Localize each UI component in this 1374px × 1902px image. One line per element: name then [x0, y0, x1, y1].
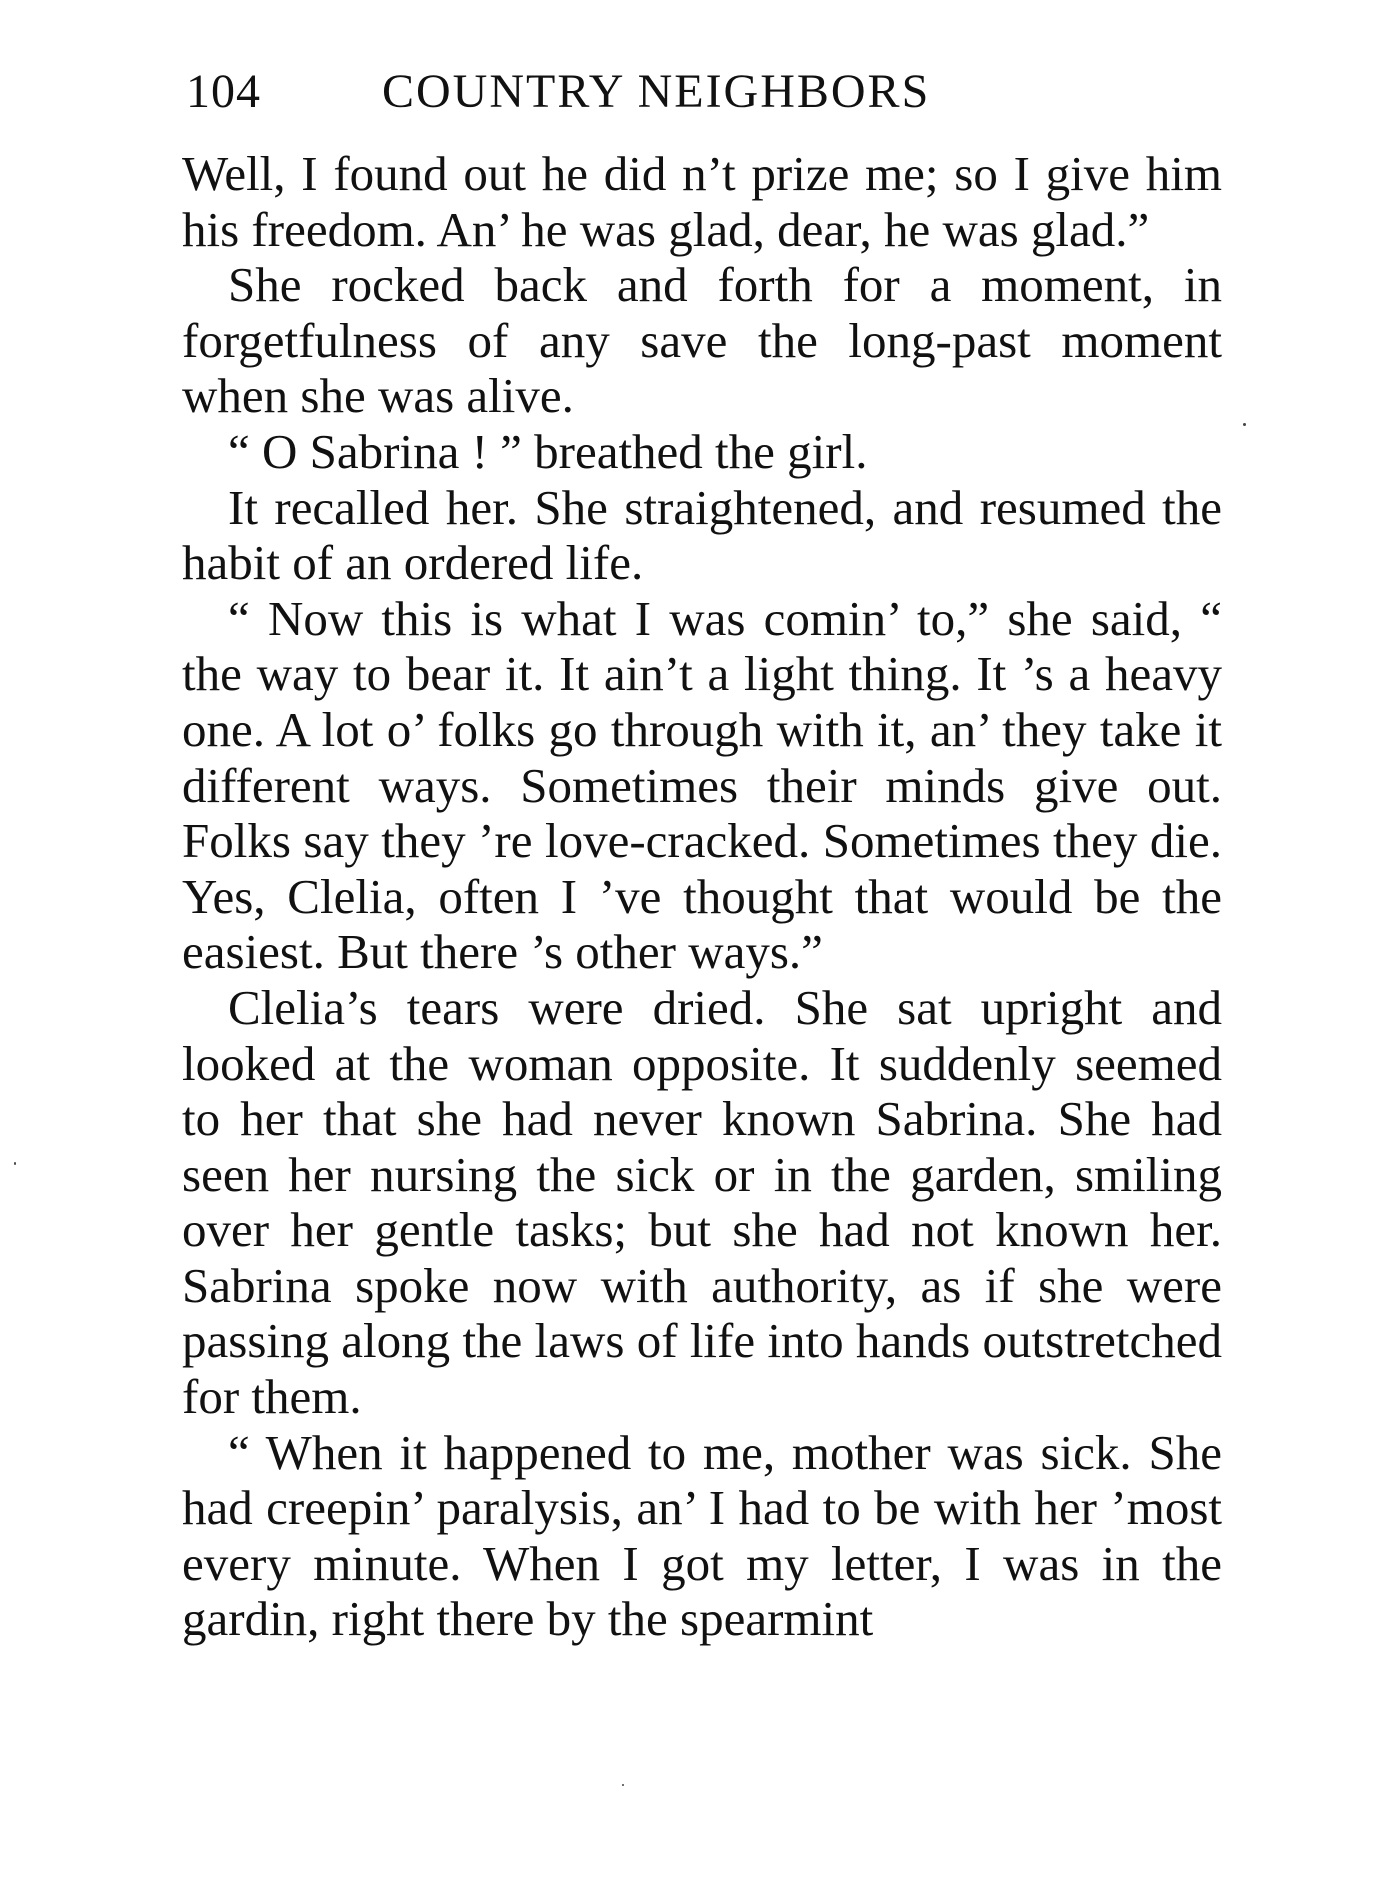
paragraph: It recalled her. She straightened, and resumed the habit of an ordered life. — [182, 479, 1222, 591]
paper-speck — [1243, 423, 1246, 426]
paragraph: “ O Sabrina ! ” breathed the girl. — [228, 423, 868, 479]
paragraph-continuation: Well, I found out he did n’t prize me; so I give him his freedom. An’ he was glad, dear, he was glad.” — [182, 146, 1222, 257]
running-head — [186, 62, 1226, 122]
body-text — [182, 146, 1222, 1647]
running-title: COUNTRY NEIGHBORS — [382, 65, 931, 118]
paper-speck — [14, 1162, 16, 1165]
paper-speck — [622, 1784, 624, 1786]
paragraph: “ When it happened to me, mother was sick. She had creepin’ paralysis, an’ I had to be with her ’most every minute. When I got my letter, I was in the gardin, right there by the spearmint — [182, 1424, 1222, 1647]
paragraph: Clelia’s tears were dried. She sat upright and looked at the woman opposite. It suddenly seemed to her that she had never known Sabrina. She had seen her nursing the sick or in the garden, smiling over her gentle tasks; but she had not known her. Sabrina spoke now with authority, as if she were passing along the laws of life into hands outstretched for them. — [182, 979, 1222, 1425]
paragraph: She rocked back and forth for a moment, in forgetfulness of any save the long-past moment when she was alive. — [182, 257, 1222, 424]
paragraph: “ Now this is what I was comin’ to,” she said, “ the way to bear it. It ain’t a light thing. It ’s a heavy one. A lot o’ folks go through with it, an’ they take it different ways. Sometimes their minds give out. Folks say they ’re love-cracked. Sometimes they die. Yes, Clelia, often I ’ve thought that would be the easiest. But there ’s other ways.” — [182, 590, 1222, 980]
page-number: 104 — [186, 65, 261, 118]
